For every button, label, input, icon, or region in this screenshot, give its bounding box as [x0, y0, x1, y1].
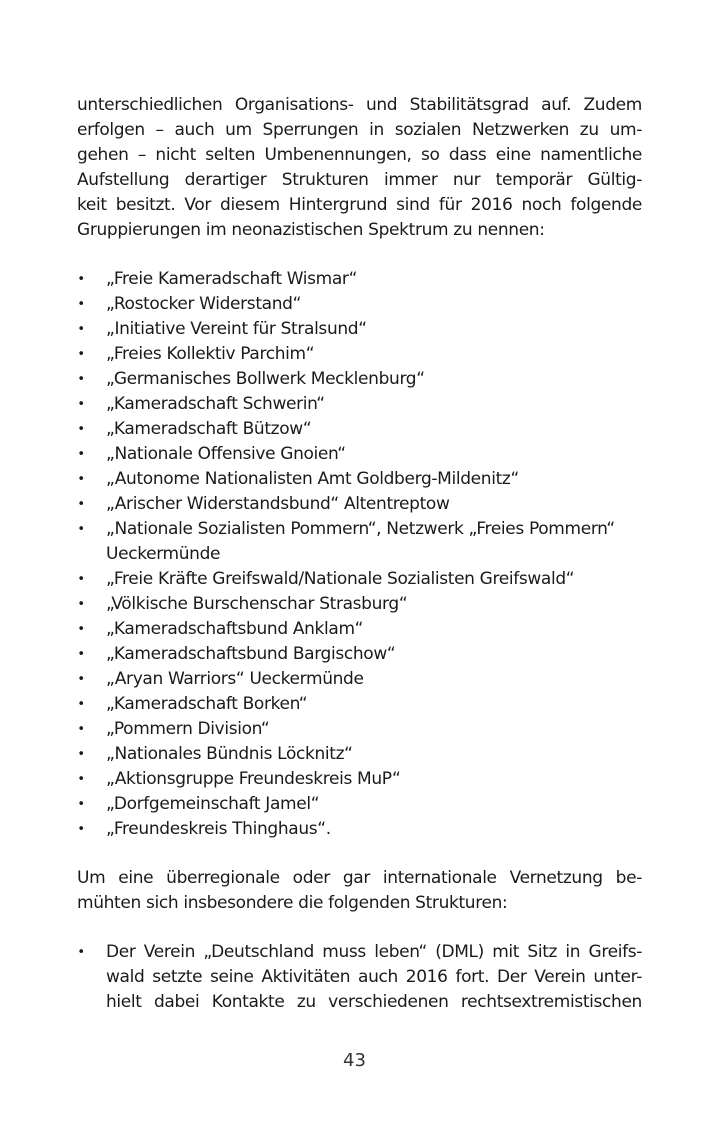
list-item-text: „Freie Kameradschaft Wismar“ — [106, 269, 358, 289]
list-item — [77, 442, 642, 467]
bullet-icon: • — [77, 722, 85, 737]
list-item — [77, 342, 642, 367]
list-item-line: hielt dabei Kontakte zu verschiedenen rechtsextremistischen — [106, 992, 642, 1012]
list-item — [77, 817, 642, 842]
intro-line: gehen – nicht selten Umbenennungen, so dass eine namentliche — [77, 145, 642, 165]
list-item — [77, 717, 642, 742]
group-list — [77, 267, 642, 842]
bullet-icon: • — [77, 697, 85, 712]
list-item-text: „Rostocker Widerstand“ — [106, 294, 302, 314]
list-item — [77, 617, 642, 642]
bullet-icon: • — [77, 622, 85, 637]
list-item — [77, 767, 642, 792]
list-item — [77, 517, 642, 567]
list-item — [77, 642, 642, 667]
list-item — [77, 567, 642, 592]
bullet-icon: • — [77, 272, 85, 287]
paragraph-spacer — [77, 916, 642, 940]
list-item-text: „Pommern Division“ — [106, 719, 270, 739]
page-body — [77, 93, 642, 1015]
bullet-icon: • — [77, 497, 85, 512]
bullet-icon: • — [77, 945, 85, 960]
list-item-text: „Initiative Vereint für Stralsund“ — [106, 319, 367, 339]
list-item — [77, 940, 642, 1015]
list-item — [77, 667, 642, 692]
list-item-text: „Freies Kollektiv Parchim“ — [106, 344, 315, 364]
bullet-icon: • — [77, 797, 85, 812]
bullet-icon: • — [77, 822, 85, 837]
list-item — [77, 367, 642, 392]
intro-line: Aufstellung derartiger Strukturen immer nur temporär Gültig- — [77, 170, 642, 190]
bullet-icon: • — [77, 322, 85, 337]
list-item-text: „Freie Kräfte Greifswald/Nationale Sozialisten Greifswald“ — [106, 569, 575, 589]
list-item — [77, 467, 642, 492]
bullet-icon: • — [77, 772, 85, 787]
intro-line: keit besitzt. Vor diesem Hintergrund sind für 2016 noch folgende — [77, 195, 642, 215]
list-item — [77, 792, 642, 817]
list-item-line: wald setzte seine Aktivitäten auch 2016 fort. Der Verein unter- — [106, 967, 642, 987]
bullet-icon: • — [77, 597, 85, 612]
list-item-text: „Nationales Bündnis Löcknitz“ — [106, 744, 353, 764]
bullet-icon: • — [77, 297, 85, 312]
bullet-icon: • — [77, 672, 85, 687]
list-item-text: „Arischer Widerstandsbund“ Altentreptow — [106, 494, 450, 514]
list-item-text: „Kameradschaft Bützow“ — [106, 419, 312, 439]
list-item-text: „Kameradschaft Schwerin“ — [106, 394, 325, 414]
bullet-icon: • — [77, 422, 85, 437]
structures-list — [77, 940, 642, 1015]
bullet-icon: • — [77, 397, 85, 412]
list-item-text: „Germanisches Bollwerk Mecklenburg“ — [106, 369, 425, 389]
bullet-icon: • — [77, 347, 85, 362]
list-item-text: „Aryan Warriors“ Ueckermünde — [106, 669, 364, 689]
bullet-icon: • — [77, 372, 85, 387]
list-item-text: „Dorfgemeinschaft Jamel“ — [106, 794, 320, 814]
list-item-text: „Kameradschaftsbund Anklam“ — [106, 619, 364, 639]
list-item-continuation: Ueckermünde — [106, 544, 221, 564]
intro-line: erfolgen – auch um Sperrungen in sozialen Netzwerken zu um- — [77, 120, 642, 140]
intro-line: Gruppierungen im neonazistischen Spektrum zu nennen: — [77, 220, 545, 240]
bullet-icon: • — [77, 747, 85, 762]
networking-paragraph — [77, 866, 642, 916]
list-item — [77, 317, 642, 342]
list-item-text: „Kameradschaftsbund Bargischow“ — [106, 644, 396, 664]
page-number: 43 — [343, 1050, 366, 1071]
networking-line: Um eine überregionale oder gar internationale Vernetzung be- — [77, 868, 642, 888]
list-item — [77, 292, 642, 317]
paragraph-spacer — [77, 243, 642, 267]
bullet-icon: • — [77, 447, 85, 462]
list-item — [77, 742, 642, 767]
bullet-icon: • — [77, 647, 85, 662]
intro-line: unterschiedlichen Organisations- und Stabilitätsgrad auf. Zudem — [77, 95, 642, 115]
list-item — [77, 392, 642, 417]
list-item-text: „Nationale Offensive Gnoien“ — [106, 444, 346, 464]
list-item-text: „Völkische Burschenschar Strasburg“ — [106, 594, 408, 614]
list-item-text: „Kameradschaft Borken“ — [106, 694, 308, 714]
networking-line: mühten sich insbesondere die folgenden Strukturen: — [77, 893, 508, 913]
list-item-text: „Aktionsgruppe Freundeskreis MuP“ — [106, 769, 401, 789]
list-item — [77, 417, 642, 442]
bullet-icon: • — [77, 472, 85, 487]
list-item — [77, 692, 642, 717]
bullet-icon: • — [77, 522, 85, 537]
paragraph-spacer — [77, 842, 642, 866]
list-item — [77, 267, 642, 292]
list-item-text: „Freundeskreis Thinghaus“. — [106, 819, 331, 839]
intro-paragraph — [77, 93, 642, 243]
list-item — [77, 492, 642, 517]
list-item-text: „Autonome Nationalisten Amt Goldberg-Mildenitz“ — [106, 469, 519, 489]
bullet-icon: • — [77, 572, 85, 587]
list-item — [77, 592, 642, 617]
list-item-text: „Nationale Sozialisten Pommern“, Netzwerk „Freies Pommern“ — [106, 519, 615, 539]
list-item-line: Der Verein „Deutschland muss leben“ (DML) mit Sitz in Greifs- — [106, 942, 642, 962]
